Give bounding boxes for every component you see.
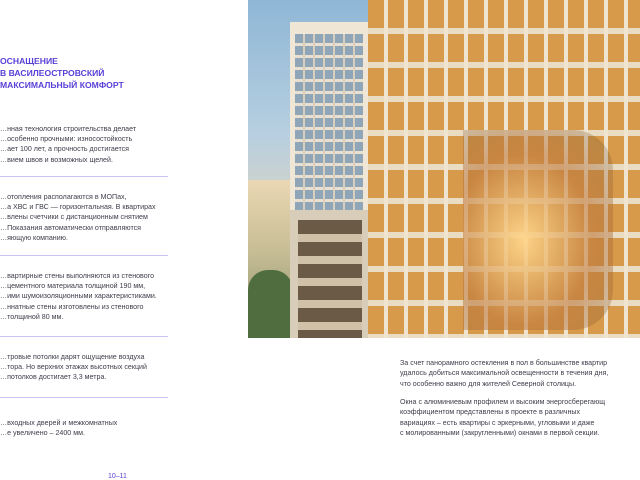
section-heading: ОСНАЩЕНИЕ В ВАСИЛЕОСТРОВСКИЙ МАКСИМАЛЬНЫЙ КОМФОРТ: [0, 56, 124, 90]
paragraph-doors: …входных дверей и межкомнатных …е увеличено – 2400 мм.: [0, 419, 118, 438]
paragraph-heating: …отопления располагаются в МОПах, …а ХВС и ГВС — горизонтальная. В квартирах …влены счетчики с дистанционным снятием …Показания автоматически отправляются …яющую компанию.: [0, 193, 156, 242]
divider: [0, 176, 168, 177]
building-photo: [248, 0, 640, 338]
photo-trees: [248, 270, 293, 338]
right-paragraph-glazing: За счет панорамного остекления в пол в большинстве квартир удалось добиться максимальной освещенности в течения дня, что особенно важно для жителей Северной столицы.: [400, 359, 609, 388]
paragraph-walls: …вартирные стены выполняются из стенового …цементного материала толщиной 190 мм, …ими шумоизоляционными характеристиками. …ннатные стены изготовлены из стенового …толщиной 80 мм.: [0, 272, 157, 321]
right-paragraph-windows: Окна с алюминиевым профилем и высоким энергосберегающ коэффициентом представлены в проекте в различных вариациях – есть квартиры с эркерными, угловыми и даже с молированными (закругленными) окнами в первой секции.: [400, 398, 606, 438]
divider: [0, 255, 168, 256]
left-text-column: [0, 0, 248, 480]
paragraph-ceilings: …тровые потолки дарят ощущение воздуха …тора. Но верхних этажах высотных секций …потолков достигает 3,3 метра.: [0, 353, 147, 382]
photo-podium: [290, 210, 370, 338]
page-number: 10–11: [108, 473, 127, 480]
paragraph-construction: …нная технология строительства делает …особенно прочными: износостойкость …ает 100 лет, а прочность достигается …вием швов и возможных щелей.: [0, 125, 137, 164]
divider: [0, 397, 168, 398]
photo-rounded-window-glow: [463, 130, 613, 330]
divider: [0, 336, 168, 337]
